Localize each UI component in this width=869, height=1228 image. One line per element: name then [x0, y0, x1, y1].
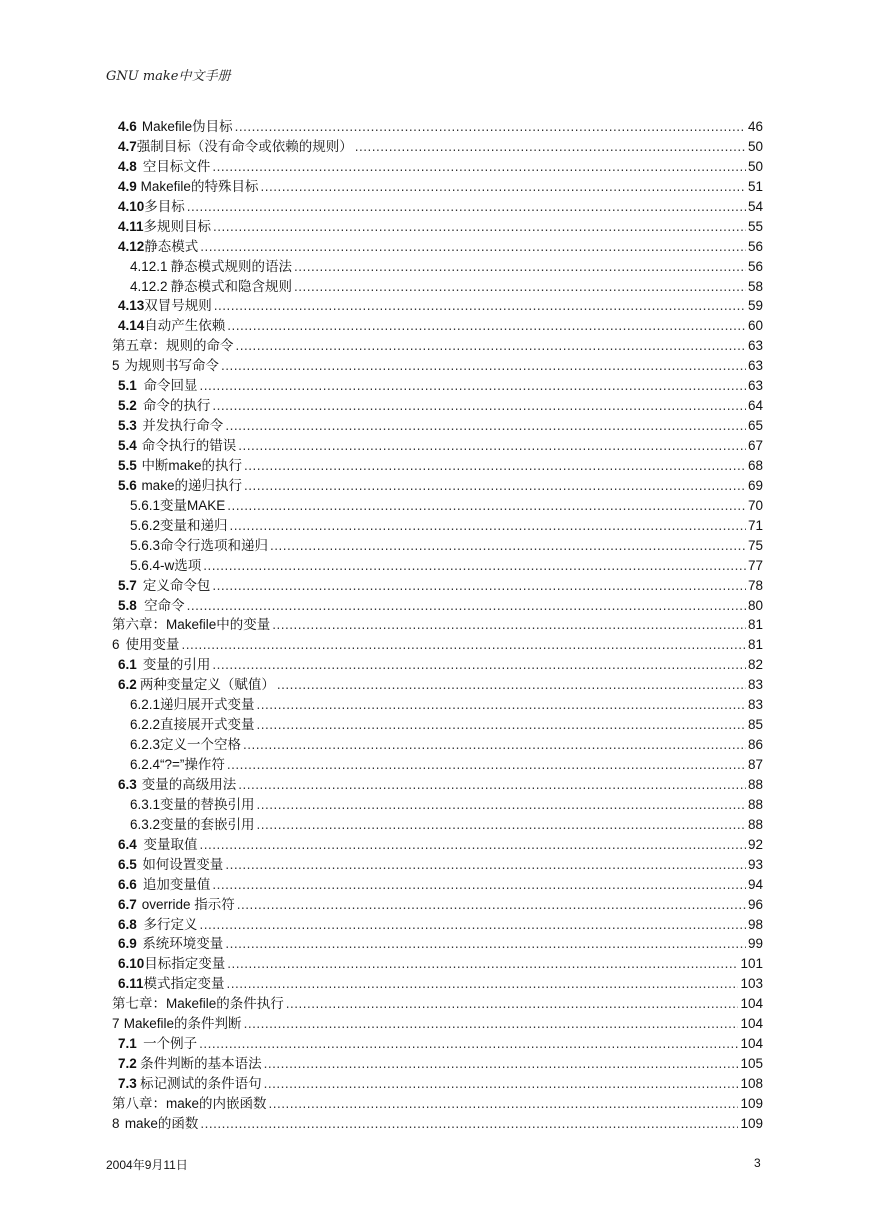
toc-entry[interactable] — [112, 175, 763, 195]
toc-entry-number: 6.3.2 — [130, 816, 161, 832]
toc-entry-title: 并发执行命令 — [142, 418, 224, 434]
toc-entry-number: 6.2.3 — [130, 737, 161, 753]
toc-entry-title: 第七章：Makefile的条件执行 — [112, 996, 284, 1012]
dot-leader — [187, 199, 746, 214]
dot-leader — [238, 777, 746, 792]
toc-entry-title: “?=”操作符 — [160, 757, 225, 772]
toc-entry-number: 4.8 — [118, 158, 137, 174]
toc-entry-number: 4.6 — [118, 119, 137, 134]
toc-entry-title: 双冒号规则 — [144, 298, 212, 314]
dot-leader — [200, 917, 746, 932]
toc-entry-page: 104 — [740, 996, 763, 1012]
dot-leader — [200, 378, 746, 393]
toc-entry[interactable] — [112, 693, 763, 713]
toc-entry-title: Makefile伪目标 — [141, 119, 233, 134]
dot-leader — [355, 139, 746, 154]
dot-leader — [264, 1056, 739, 1071]
toc-entry-page: 104 — [740, 1036, 763, 1052]
toc-entry-page: 104 — [740, 1016, 763, 1032]
toc-entry-page: 88 — [747, 816, 763, 832]
toc-entry-number: 5.6.4 — [130, 557, 161, 573]
toc-entry-page: 83 — [747, 677, 763, 693]
toc-entry[interactable] — [112, 474, 763, 494]
toc-entry-title: 多行定义 — [143, 916, 198, 932]
toc-entry-page: 94 — [747, 876, 763, 892]
dot-leader — [200, 239, 746, 254]
toc-entry[interactable] — [112, 673, 763, 693]
toc-entry-page: 99 — [747, 936, 763, 952]
dot-leader — [244, 478, 746, 493]
toc-entry-page: 58 — [747, 278, 763, 294]
footer-page-number: 3 — [754, 1156, 761, 1170]
toc-entry-title: make的函数 — [124, 1115, 199, 1131]
toc-entry-title: 追加变量值 — [142, 876, 211, 892]
toc-entry[interactable] — [112, 434, 763, 454]
toc-entry-number: 6.8 — [118, 916, 137, 932]
toc-entry[interactable] — [112, 1112, 763, 1132]
toc-entry-page: 70 — [747, 497, 763, 513]
toc-entry[interactable] — [112, 1012, 763, 1032]
toc-entry-title: 空目标文件 — [142, 158, 211, 174]
toc-entry-title: 静态模式规则的语法 — [170, 258, 293, 274]
toc-entry-number: 5.5 — [118, 457, 137, 473]
toc-entry-number: 4.12.2 — [130, 278, 168, 294]
toc-entry-number: 4.7 — [118, 138, 137, 154]
dot-leader — [243, 737, 746, 752]
toc-entry-title: 命令的执行 — [142, 398, 211, 414]
dot-leader — [230, 518, 746, 533]
dot-leader — [294, 279, 746, 294]
toc-entry-number: 7.1 — [118, 1036, 137, 1052]
toc-entry-title: override 指示符 — [141, 896, 235, 912]
toc-entry-title: 命令执行的错误 — [141, 438, 237, 453]
toc-entry[interactable] — [112, 115, 763, 135]
toc-entry-title: 静态模式 — [144, 238, 199, 254]
toc-entry-page: 68 — [747, 457, 763, 473]
toc-entry-page: 92 — [747, 836, 763, 852]
toc-entry-page: 83 — [747, 697, 763, 713]
toc-entry[interactable] — [112, 813, 763, 833]
dot-leader — [225, 936, 746, 951]
toc-entry-title: 中断make的执行 — [141, 457, 242, 473]
dot-leader — [212, 657, 746, 672]
toc-entry-title: 变量MAKE — [160, 497, 226, 513]
toc-entry[interactable] — [112, 1072, 763, 1092]
toc-entry-title: 第六章：Makefile中的变量 — [112, 617, 271, 633]
dot-leader — [237, 897, 746, 912]
toc-entry-number: 5.6.3 — [130, 537, 161, 553]
toc-entry[interactable] — [112, 773, 763, 793]
toc-entry-page: 50 — [747, 158, 763, 174]
dot-leader — [238, 438, 746, 453]
dot-leader — [264, 1076, 739, 1091]
toc-entry[interactable] — [112, 833, 763, 853]
toc-entry-number: 4.12 — [118, 238, 145, 254]
dot-leader — [225, 857, 746, 872]
toc-entry-title: 定义一个空格 — [160, 737, 242, 753]
dot-leader — [277, 677, 746, 692]
toc-entry-page: 69 — [747, 477, 763, 493]
toc-entry-title: 静态模式和隐含规则 — [170, 278, 293, 294]
dot-leader — [235, 119, 746, 134]
toc-entry[interactable] — [112, 195, 763, 215]
toc-entry-page: 81 — [747, 637, 763, 653]
toc-entry-number: 6.7 — [118, 896, 137, 912]
dot-leader — [200, 837, 746, 852]
toc-entry-number: 6 — [112, 637, 120, 653]
dot-leader — [227, 757, 746, 772]
toc-entry-number: 5.6 — [118, 477, 137, 493]
toc-entry[interactable] — [112, 314, 763, 334]
dot-leader — [294, 259, 746, 274]
toc-entry-number: 6.4 — [118, 836, 137, 852]
toc-entry-title: 标记测试的条件语句 — [140, 1076, 262, 1091]
dot-leader — [227, 318, 746, 333]
dot-leader — [187, 598, 746, 613]
toc-entry-number: 6.3 — [118, 776, 137, 792]
toc-entry[interactable] — [112, 594, 763, 614]
toc-entry[interactable] — [112, 972, 763, 992]
toc-entry-number: 5.1 — [118, 378, 137, 394]
toc-entry-page: 60 — [747, 318, 763, 334]
dot-leader — [203, 558, 746, 573]
toc-entry-number: 5.6.2 — [130, 517, 161, 533]
toc-entry[interactable] — [112, 554, 763, 574]
toc-entry-title: 命令回显 — [143, 378, 198, 394]
toc-entry-title: -w选项 — [160, 557, 202, 573]
toc-entry[interactable] — [112, 893, 763, 913]
toc-entry-title: Makefile的条件判断 — [123, 1016, 242, 1032]
toc-entry-number: 5.6.1 — [130, 497, 161, 513]
dot-leader — [221, 358, 746, 373]
dot-leader — [212, 578, 746, 593]
dot-leader — [227, 498, 746, 513]
toc-entry-title: 变量的替换引用 — [160, 796, 255, 812]
toc-entry-title: 第八章：make的内嵌函数 — [112, 1095, 267, 1111]
toc-entry-title: 使用变量 — [125, 637, 180, 653]
toc-entry[interactable] — [112, 235, 763, 255]
toc-entry-number: 5.4 — [118, 438, 137, 453]
toc-entry[interactable] — [112, 514, 763, 534]
toc-entry-page: 63 — [747, 338, 763, 354]
toc-entry-number: 6.1 — [118, 657, 137, 673]
dot-leader — [244, 458, 746, 473]
toc-entry-page: 81 — [747, 617, 763, 633]
dot-leader — [225, 418, 746, 433]
toc-entry[interactable] — [112, 633, 763, 653]
toc-entry-number: 5 — [112, 358, 120, 374]
toc-entry[interactable] — [112, 853, 763, 873]
toc-entry-title: 一个例子 — [143, 1036, 198, 1052]
dot-leader — [257, 717, 746, 732]
toc-entry-number: 6.5 — [118, 856, 137, 872]
toc-entry-number: 6.2.4 — [130, 757, 161, 772]
toc-entry-number: 5.8 — [118, 597, 137, 613]
dot-leader — [227, 976, 739, 991]
toc-entry-page: 75 — [747, 537, 763, 553]
running-header: GNU make中文手册 — [106, 69, 231, 84]
toc-entry[interactable] — [112, 753, 763, 773]
toc-entry-page: 77 — [747, 557, 763, 573]
toc-entry-number: 5.2 — [118, 398, 137, 414]
toc-entry-page: 80 — [747, 597, 763, 613]
toc-entry-number: 6.2 — [118, 677, 137, 693]
toc-entry[interactable] — [112, 494, 763, 514]
toc-entry-number: 4.12.1 — [130, 258, 168, 274]
toc-entry[interactable] — [112, 414, 763, 434]
dot-leader — [236, 338, 746, 353]
toc-entry[interactable] — [112, 793, 763, 813]
dot-leader — [272, 617, 746, 632]
toc-entry[interactable] — [112, 713, 763, 733]
dot-leader — [244, 1016, 739, 1031]
toc-entry-page: 86 — [747, 737, 763, 753]
toc-entry-number: 7.2 — [118, 1056, 137, 1072]
toc-entry-title: 如何设置变量 — [142, 856, 224, 872]
toc-entry[interactable] — [112, 1052, 763, 1072]
toc-entry-page: 103 — [740, 976, 763, 992]
toc-entry[interactable] — [112, 354, 763, 374]
toc-entry-title: 目标指定变量 — [144, 956, 226, 972]
toc-entry[interactable] — [112, 215, 763, 235]
toc-entry[interactable] — [112, 334, 763, 354]
dot-leader — [181, 637, 746, 652]
toc-entry-number: 5.3 — [118, 418, 137, 434]
toc-entry-page: 63 — [747, 358, 763, 374]
toc-entry-number: 6.2.2 — [130, 717, 161, 733]
toc-entry-title: 变量的高级用法 — [141, 776, 237, 792]
toc-entry-page: 85 — [747, 717, 763, 733]
toc-entry-page: 54 — [747, 198, 763, 214]
toc-entry[interactable] — [112, 275, 763, 295]
toc-entry-page: 78 — [747, 577, 763, 593]
toc-entry-page: 67 — [747, 438, 763, 453]
toc-entry-page: 108 — [740, 1076, 763, 1091]
dot-leader — [227, 956, 738, 971]
toc-entry-title: 变量的引用 — [142, 657, 211, 673]
toc-entry-page: 93 — [747, 856, 763, 872]
toc-entry[interactable] — [112, 255, 763, 275]
toc-entry[interactable] — [112, 574, 763, 594]
toc-entry-page: 71 — [747, 517, 763, 533]
toc-entry-title: 第五章：规则的命令 — [112, 338, 234, 354]
toc-entry-page: 88 — [747, 776, 763, 792]
toc-entry-number: 4.13 — [118, 298, 145, 314]
toc-entry-page: 105 — [740, 1056, 763, 1072]
toc-entry-title: 两种变量定义（赋值） — [139, 677, 275, 693]
toc-entry-title: 强制目标（没有命令或依赖的规则） — [136, 138, 353, 154]
dot-leader — [269, 1096, 739, 1111]
toc-entry-title: 模式指定变量 — [143, 976, 225, 992]
toc-entry-title: 多目标 — [144, 198, 185, 214]
toc-entry-number: 7 — [112, 1016, 120, 1032]
footer-date: 2004年9月11日 — [106, 1158, 188, 1172]
dot-leader — [260, 179, 746, 194]
toc-entry-title: 多规则目标 — [143, 218, 212, 234]
toc-entry-number: 4.11 — [118, 218, 144, 234]
toc-entry[interactable] — [112, 952, 763, 972]
toc-entry[interactable] — [112, 613, 763, 633]
toc-entry-page: 101 — [740, 956, 763, 972]
toc-entry-number: 7.3 — [118, 1076, 137, 1091]
toc-entry-number: 6.3.1 — [130, 796, 161, 812]
toc-entry-title: 变量和递归 — [160, 517, 228, 533]
toc-entry-number: 6.11 — [118, 976, 144, 992]
toc-entry-page: 56 — [747, 258, 763, 274]
dot-leader — [270, 538, 746, 553]
toc-entry-number: 5.7 — [118, 577, 137, 593]
toc-entry-page: 55 — [747, 218, 763, 234]
toc-entry-number: 6.6 — [118, 876, 137, 892]
toc-entry-page: 87 — [747, 757, 763, 772]
toc-entry-title: 系统环境变量 — [142, 936, 224, 952]
toc-entry-title: 递归展开式变量 — [160, 697, 255, 713]
toc-entry-page: 96 — [747, 896, 763, 912]
toc-entry-title: 自动产生依赖 — [144, 318, 226, 334]
toc-entry-title: Makefile的特殊目标 — [140, 178, 259, 194]
toc-entry-title: 直接展开式变量 — [160, 717, 255, 733]
toc-entry[interactable] — [112, 374, 763, 394]
toc-entry[interactable] — [112, 653, 763, 673]
toc-entry-page: 64 — [747, 398, 763, 414]
toc-entry-page: 109 — [740, 1095, 763, 1111]
toc-entry-page: 82 — [747, 657, 763, 673]
toc-entry[interactable] — [112, 294, 763, 314]
toc-entry-number: 4.10 — [118, 198, 145, 214]
dot-leader — [257, 697, 746, 712]
toc-entry[interactable] — [112, 454, 763, 474]
toc-entry[interactable] — [112, 1032, 763, 1052]
toc-entry-page: 46 — [747, 119, 763, 134]
toc-entry-page: 59 — [747, 298, 763, 314]
toc-entry-page: 98 — [747, 916, 763, 932]
toc-entry-page: 88 — [747, 796, 763, 812]
toc-entry-page: 65 — [747, 418, 763, 434]
toc-entry[interactable] — [112, 992, 763, 1012]
toc-entry[interactable] — [112, 913, 763, 933]
toc-entry-title: 定义命令包 — [142, 577, 211, 593]
toc-entry-title: 变量的套嵌引用 — [160, 816, 255, 832]
dot-leader — [213, 219, 746, 234]
toc-entry[interactable] — [112, 873, 763, 893]
toc-entry-number: 4.9 — [118, 178, 137, 194]
table-of-contents — [112, 115, 763, 1132]
toc-entry-title: 条件判断的基本语法 — [140, 1056, 262, 1072]
toc-entry-number: 6.9 — [118, 936, 137, 952]
toc-entry-number: 6.2.1 — [130, 697, 161, 713]
toc-entry-title: 空命令 — [144, 597, 185, 613]
toc-entry-page: 109 — [740, 1115, 763, 1131]
toc-entry[interactable] — [112, 394, 763, 414]
toc-entry-page: 50 — [747, 138, 763, 154]
toc-entry[interactable] — [112, 1092, 763, 1112]
dot-leader — [257, 797, 746, 812]
toc-entry[interactable] — [112, 733, 763, 753]
toc-entry-number: 8 — [112, 1115, 120, 1131]
toc-entry[interactable] — [112, 534, 763, 554]
toc-entry[interactable] — [112, 135, 763, 155]
toc-entry-title: 变量取值 — [143, 836, 198, 852]
dot-leader — [212, 877, 746, 892]
toc-entry-title: 命令行选项和递归 — [160, 537, 269, 553]
toc-entry-title: 为规则书写命令 — [124, 358, 219, 374]
dot-leader — [199, 1036, 738, 1051]
toc-entry-number: 4.14 — [118, 318, 145, 334]
dot-leader — [212, 159, 746, 174]
toc-entry-title: make的递归执行 — [141, 477, 242, 493]
toc-entry[interactable] — [112, 932, 763, 952]
dot-leader — [286, 996, 739, 1011]
toc-entry[interactable] — [112, 155, 763, 175]
dot-leader — [200, 1116, 738, 1131]
toc-entry-page: 63 — [747, 378, 763, 394]
toc-entry-number: 6.10 — [118, 956, 145, 972]
dot-leader — [257, 817, 746, 832]
dot-leader — [212, 398, 746, 413]
toc-entry-page: 51 — [747, 178, 763, 194]
dot-leader — [214, 298, 746, 313]
toc-entry-page: 56 — [747, 238, 763, 254]
